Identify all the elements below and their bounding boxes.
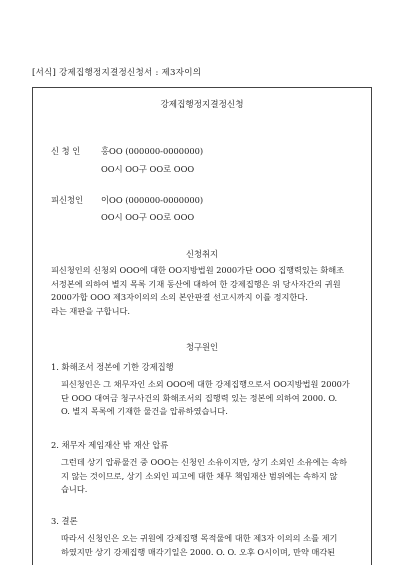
respondent-address: OO시 OO구 OO로 OOO [101,212,195,222]
section3-heading: 3. 결론 [51,516,78,526]
section3-line: 하였지만 상기 강제집행 매각기일은 2000. O. O. 오후 O시이며, 만약 매각된 [61,546,336,557]
section1-line: 단 OOO 대여금 청구사건의 화해조서의 집행력 있는 정본에 의하여 2000. O. [61,392,338,403]
section2-heading: 2. 채무자 제임재산 밖 재산 압류 [51,440,169,450]
purpose-line: 피신청인의 신청외 OOO에 대한 OO지방법원 2000가단 OOO 집행력있는 화해조 [51,265,345,275]
section2-line: 습니다. [61,484,88,494]
purpose-line: 서정본에 의하여 별지 목록 기재 동산에 대하여 한 강제집행은 위 당사자간의 귀원 [51,278,341,289]
applicant-label: 신 청 인 [51,146,81,156]
application-form [32,87,372,565]
purpose-text [51,264,365,318]
section3-line: 따라서 신청인은 오는 귀원에 강제집행 목적물에 대한 제3자 이의의 소를 제기 [61,533,338,543]
section1-line: 피신청인은 그 채무자인 소외 OOO에 대한 강제집행으로서 OO지방법원 2000가 [61,379,350,389]
reasons-heading: 청구원인 [185,342,219,352]
section2-line: 그런데 상기 압류물건 중 OOO는 신청인 소유이지만, 상기 소외인 소유에는 속하 [61,457,348,467]
section2-text [61,456,365,497]
section1-text [61,378,365,419]
respondent-name: 이OO (000000-0000000) [101,195,204,205]
section1-heading: 1. 화해조서 정본에 기한 강제집행 [51,362,174,372]
purpose-heading: 신청취지 [185,249,219,259]
purpose-line: 라는 재판을 구합니다. [51,305,130,316]
respondent-label: 피신청인 [51,195,84,205]
applicant-address: OO시 OO구 OO로 OOO [101,164,195,174]
purpose-line: 2000가합 OOO 제3자이의의 소의 본안판결 선고시까지 이를 정지한다. [51,292,308,302]
applicant-name: 홍OO (000000-0000000) [101,146,204,156]
form-title: 강제집행정지결정신청 [160,100,244,110]
document-caption: [서식] 강제집행정지결정신청서 : 제3자이의 [32,68,202,78]
section3-text [61,532,365,559]
section2-line: 지 않는 것이므로, 상기 소외인 피고에 대한 채무 책임재산 범위에는 속하지 않 [61,470,338,481]
section1-line: O. 별지 목록에 기재한 물건을 압류하였습니다. [61,406,228,416]
